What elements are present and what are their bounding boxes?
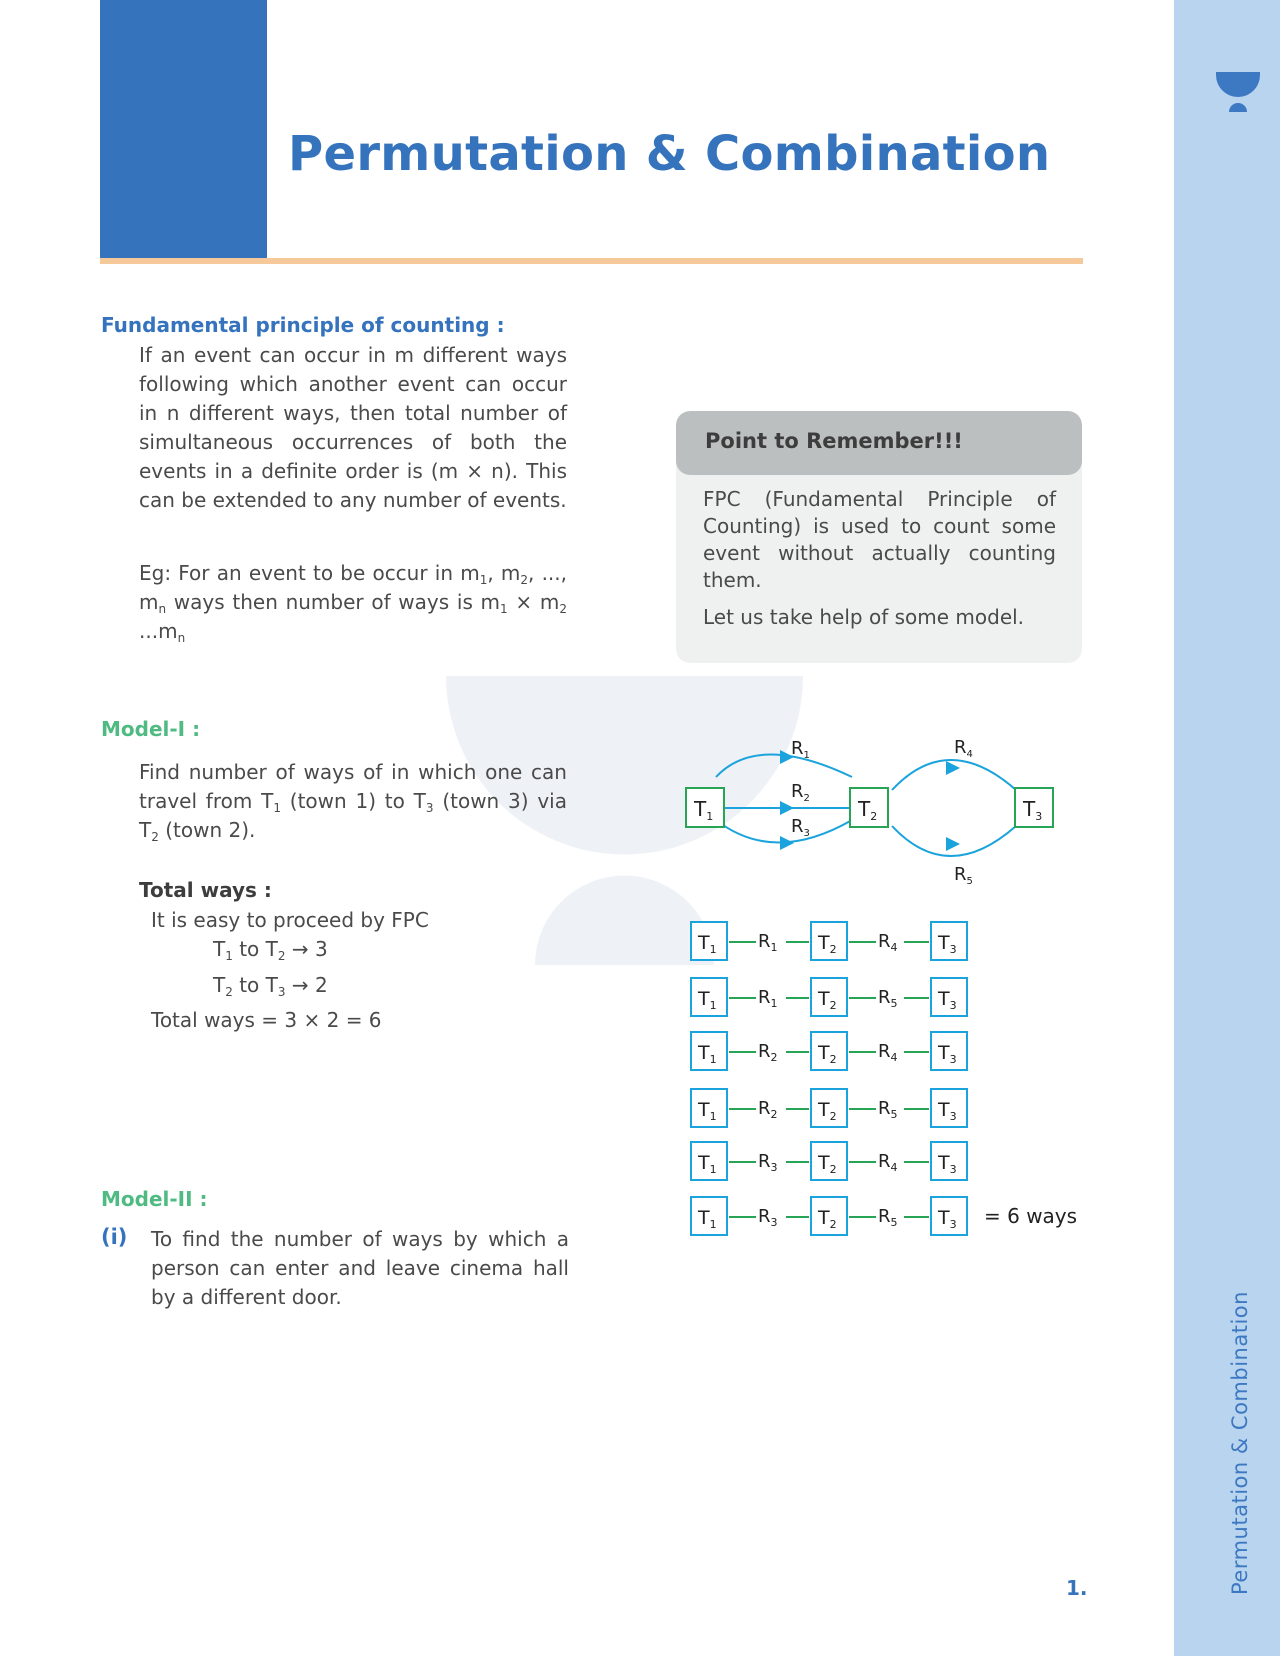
header-divider [100,258,1083,264]
model-1-heading: Model-I : [101,717,201,741]
page-title: Permutation & Combination [288,126,1051,182]
path-row-3-town-label-3: $T_3$ [938,1042,957,1066]
fpc-definition: If an event can occur in m different ways following which another event can occur in n different ways, then total number of simultaneous occurrences of both the events in a definite order is (m × n). This can be extended to any number of events. [139,343,567,512]
town-t3-label: $T_3$ [1023,797,1043,823]
path-row-2-road-label-1: $R_1$ [758,987,778,1010]
path-row-6-road-label-1: $R_3$ [758,1206,778,1229]
path-row-3-road-label-2: $R_4$ [878,1041,898,1064]
path-row-6-town-label-1: $T_1$ [698,1207,717,1231]
road-r2-label: $R_2$ [791,781,810,804]
path-row-5-town-label-1: $T_1$ [698,1152,717,1176]
route-diagram [676,720,1076,895]
town-t1-label: $T_1$ [694,797,714,823]
path-row-6-road-label-2: $R_5$ [878,1206,898,1229]
total-ways-result: Total ways = 3 × 2 = 6 [151,1008,382,1032]
t2-to-t3-line: $T_2$ to $T_3 \to 2$ [213,973,328,999]
path-row-4-road-label-1: $R_2$ [758,1098,778,1121]
path-row-5-town-label-2: $T_2$ [818,1152,837,1176]
path-row-4-town-label-3: $T_3$ [938,1099,957,1123]
path-enumeration-diagram [676,900,1096,1250]
model-2-item-text: To find the number of ways by which a person can enter and leave cinema hall by a different door. [151,1227,569,1309]
model-2-heading: Model-II : [101,1187,208,1211]
road-r4-line [892,760,1016,790]
total-ways-heading: Total ways : [139,878,272,902]
remember-paragraph-2: Let us take help of some model. [703,605,1025,629]
path-row-1-town-label-1: $T_1$ [698,932,717,956]
road-r1-label: $R_1$ [791,738,810,761]
right-sidebar [1174,0,1280,1656]
unacademy-logo-icon [1216,72,1260,116]
path-row-5-town-label-3: $T_3$ [938,1152,957,1176]
remember-paragraph-1: FPC (Fundamental Principle of Counting) is used to count some event without actually counting them. [703,487,1056,592]
town-t2-label: $T_2$ [858,797,878,823]
path-row-6-town-label-3: $T_3$ [938,1207,957,1231]
path-row-2-road-label-2: $R_5$ [878,987,898,1010]
page-number: 1. [1066,1576,1088,1600]
path-row-1-road-label-2: $R_4$ [878,931,898,954]
model-1-question: Find number of ways of in which one can travel from $T_1$ (town 1) to $T_3$ (town 3) via $T_2$ (town 2). [139,760,567,844]
fpc-heading: Fundamental principle of counting : [101,313,505,337]
point-to-remember-title: Point to Remember!!! [676,411,1082,475]
path-row-4-road-label-2: $R_5$ [878,1098,898,1121]
proceed-text: It is easy to proceed by FPC [151,908,429,932]
path-row-2-town-label-2: $T_2$ [818,988,837,1012]
t1-to-t2-line: $T_1$ to $T_2 \to 3$ [213,937,328,963]
point-to-remember-box [676,411,1082,663]
road-r4-label: $R_4$ [954,737,973,760]
road-r5-line [892,826,1016,856]
path-row-5-road-label-1: $R_3$ [758,1151,778,1174]
path-row-3-road-label-1: $R_2$ [758,1041,778,1064]
fpc-example: Eg: For an event to be occur in $m_1$, $m_2$, ..., $m_n$ ways then number of ways is $m_1 \times m_2$ $...m_n$ [139,561,568,645]
model-2-item-label: (i) [101,1225,128,1249]
path-row-3-town-label-2: $T_2$ [818,1042,837,1066]
header-color-block [100,0,267,258]
road-r3-line [716,820,852,843]
path-row-4-town-label-2: $T_2$ [818,1099,837,1123]
path-row-2-town-label-1: $T_1$ [698,988,717,1012]
path-row-5-road-label-2: $R_4$ [878,1151,898,1174]
road-r3-label: $R_3$ [791,816,810,839]
path-row-2-town-label-3: $T_3$ [938,988,957,1012]
path-row-4-town-label-1: $T_1$ [698,1099,717,1123]
path-row-1-town-label-2: $T_2$ [818,932,837,956]
path-row-1-road-label-1: $R_1$ [758,931,778,954]
path-row-3-town-label-1: $T_1$ [698,1042,717,1066]
path-row-6-town-label-2: $T_2$ [818,1207,837,1231]
sidebar-chapter-label: Permutation & Combination [1228,1291,1252,1595]
road-r5-label: $R_5$ [954,864,973,887]
path-row-1-town-label-3: $T_3$ [938,932,957,956]
total-ways-label: = 6 ways [984,1204,1078,1228]
